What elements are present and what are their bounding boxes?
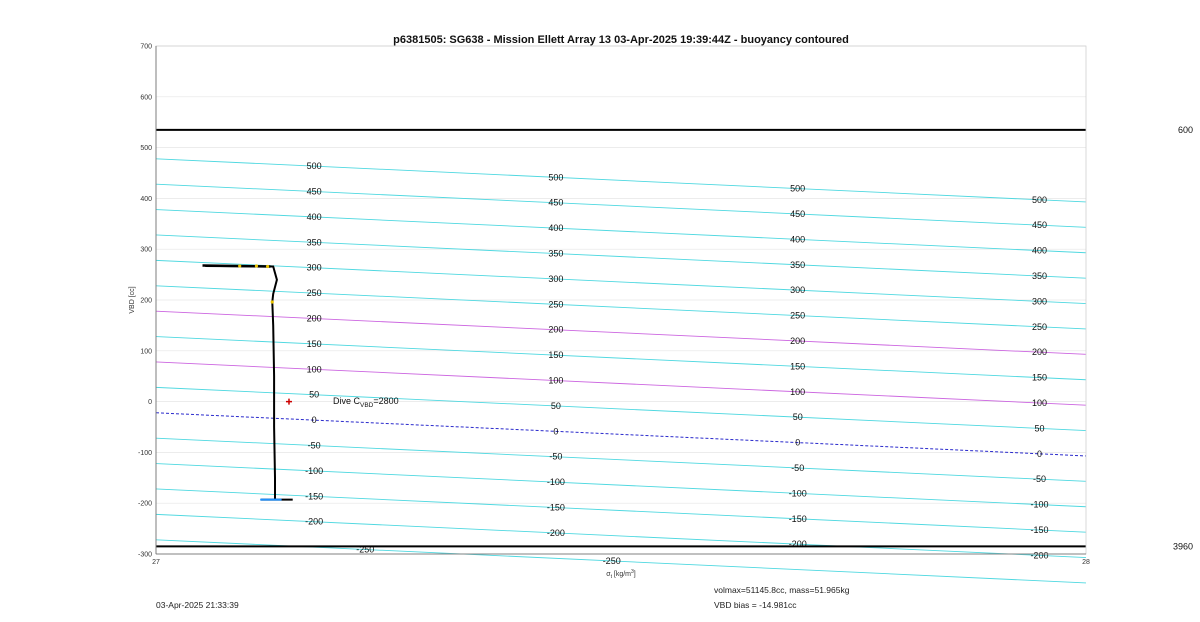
right-limit-labels [1173, 125, 1193, 552]
contour-label: 150 [790, 361, 806, 372]
y-tick-label: -300 [137, 551, 152, 559]
contour-label: 450 [548, 197, 564, 208]
chart-title: p6381505: SG638 - Mission Ellett Array 13 03-Apr-2025 19:39:44Z - buoyancy contoured [393, 34, 849, 46]
contour-label: 150 [306, 338, 322, 349]
x-axis-label-end: ] [633, 571, 636, 578]
yellow-marker [271, 300, 274, 303]
contour-label: 0 [311, 415, 317, 426]
contour-label: 200 [1031, 347, 1048, 358]
profile-top-segment [203, 266, 271, 267]
right-limit-label: 3960 [1172, 541, 1193, 552]
contour-label: 0 [795, 437, 801, 448]
x-axis-label-sup: 3 [631, 569, 634, 575]
y-tick-label: 0 [148, 399, 152, 407]
y-tick-label: -200 [137, 500, 152, 508]
contour-label: -100 [546, 477, 565, 488]
contour-label: 350 [790, 259, 806, 270]
right-limit-label: 600 [1177, 124, 1193, 135]
x-axis-label-sub: t [610, 574, 612, 580]
contour-label: 0 [1036, 448, 1043, 459]
contour-label: 450 [1031, 220, 1048, 231]
contour-label: -200 [546, 527, 565, 538]
annotation-suffix: =2800 [373, 396, 399, 406]
y-axis-label: VBD [cc] [129, 286, 136, 314]
contour-label: -150 [788, 513, 807, 524]
contour-label: 100 [790, 386, 806, 397]
y-tick-labels [138, 44, 152, 559]
contour-label: 50 [792, 412, 803, 423]
contour-label: 500 [306, 161, 322, 172]
contour-label: 350 [1031, 270, 1048, 281]
contour-label: 400 [548, 223, 564, 234]
x-axis-label-units: [kg/m [611, 571, 632, 578]
contour-label: 300 [306, 262, 322, 273]
contour-label: 0 [553, 426, 559, 437]
annotation-sub: VBD [360, 402, 374, 409]
contour-label: 150 [548, 350, 564, 361]
contour-label: -200 [1030, 550, 1049, 561]
contour-label: -50 [791, 462, 805, 473]
y-tick-label: 700 [140, 43, 152, 51]
contour-label: -50 [1032, 474, 1047, 485]
contour-label: 50 [550, 400, 561, 411]
contour-label: 350 [306, 237, 322, 248]
y-tick-label: 500 [140, 145, 152, 153]
contour-label: 450 [306, 186, 322, 197]
contour-label: 200 [306, 313, 322, 324]
contour-label: 500 [548, 172, 564, 183]
contour-label: -50 [307, 440, 321, 451]
contour-label: 400 [1031, 245, 1048, 256]
contour-label: 300 [1031, 296, 1048, 307]
x-tick-label: 28 [1082, 559, 1090, 566]
y-tick-label: 100 [140, 348, 152, 356]
contour-label: 450 [790, 208, 806, 219]
contour-label: -200 [788, 539, 807, 550]
contour-label: -200 [305, 516, 324, 527]
contour-label: 500 [790, 183, 806, 194]
x-axis-label [606, 569, 636, 580]
plot-area-group [156, 46, 1086, 583]
contour-label: -50 [549, 451, 563, 462]
contour-label: -100 [1030, 499, 1049, 510]
contour-label: -250 [602, 555, 621, 566]
x-tick-label: 27 [152, 559, 160, 566]
contour-label: 150 [1031, 372, 1048, 383]
contour-label: 400 [790, 234, 806, 245]
yellow-marker [266, 265, 269, 268]
contour-label: 250 [306, 288, 322, 299]
contour-label: 200 [790, 335, 806, 346]
footer-timestamp: 03-Apr-2025 21:33:39 [156, 600, 239, 610]
contour-label: 300 [790, 285, 806, 296]
y-tick-label: 400 [140, 195, 152, 203]
contour-label: 500 [1031, 194, 1048, 205]
yellow-marker [255, 264, 258, 267]
footer-volmax-mass: volmax=51145.8cc, mass=51.965kg [714, 585, 850, 595]
contour-label: 250 [790, 310, 806, 321]
contour-label: 200 [548, 324, 564, 335]
contour-label: 100 [1031, 397, 1048, 408]
footer-vbd-bias: VBD bias = -14.981cc [714, 600, 797, 610]
contour-label: 250 [1031, 321, 1048, 332]
contour-label: -100 [305, 465, 324, 476]
y-tick-label: 600 [140, 94, 152, 102]
y-tick-label: 200 [140, 297, 152, 305]
y-tick-label: 300 [140, 246, 152, 254]
contour-label: 50 [1034, 423, 1045, 434]
contour-label: 350 [548, 248, 564, 259]
contour-label: -150 [546, 502, 565, 513]
contour-label: -100 [788, 488, 807, 499]
contour-label: -150 [305, 491, 324, 502]
contour-label: 400 [306, 211, 322, 222]
x-axis-label-main: σ [606, 571, 611, 578]
contour-label: 250 [548, 299, 564, 310]
contour-label: 100 [548, 375, 564, 386]
contour-label: 100 [306, 364, 322, 375]
contour-label: 300 [548, 273, 564, 284]
contour-label: -150 [1030, 524, 1049, 535]
contour-label: -250 [356, 544, 375, 555]
annotation-prefix: Dive C [333, 396, 361, 406]
yellow-marker [238, 264, 241, 267]
contour-label: 50 [309, 389, 320, 400]
y-tick-label: -100 [137, 449, 152, 457]
x-tick-labels [152, 559, 1090, 566]
